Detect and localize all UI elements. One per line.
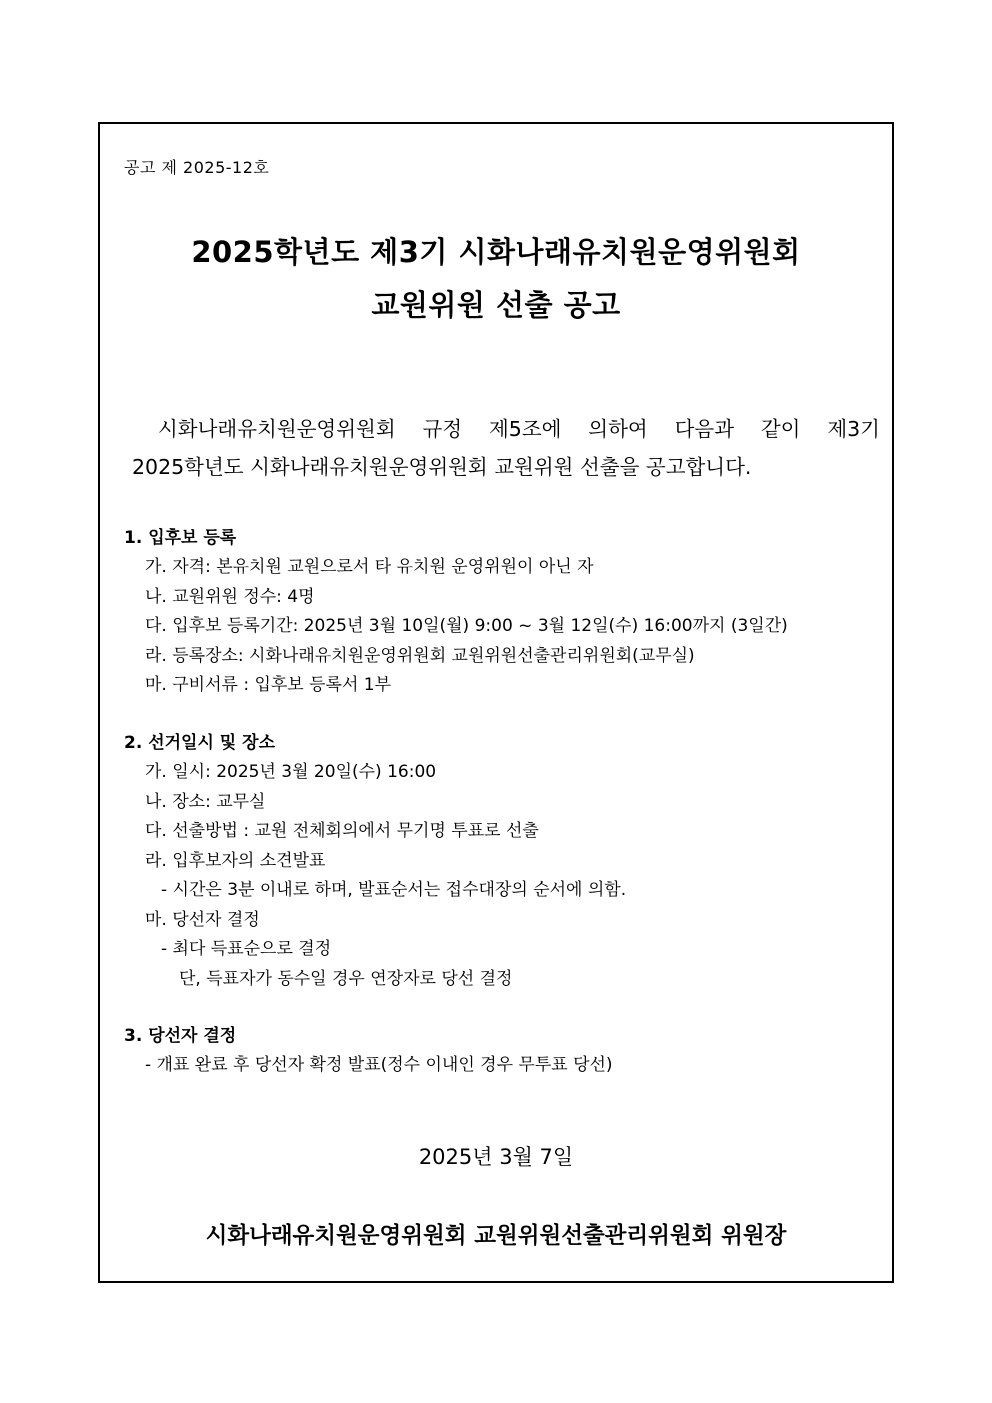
list-item: 나. 장소: 교무실 <box>145 791 266 812</box>
intro-paragraph <box>132 410 880 486</box>
list-item: 다. 입후보 등록기간: 2025년 3월 10일(월) 9:00 ~ 3월 12일(수) 16:00까지 (3일간) <box>145 616 788 636</box>
section-candidate-registration <box>124 523 864 701</box>
list-subitem: - 최다 득표순으로 결정 <box>161 939 332 959</box>
title-line-2: 교원위원 선출 공고 <box>371 288 621 322</box>
list-item: - 개표 완료 후 당선자 확정 발표(정수 이내인 경우 무투표 당선) <box>145 1055 613 1075</box>
list-subitem: - 시간은 3분 이내로 하며, 발표순서는 접수대장의 순서에 의함. <box>161 880 627 900</box>
list-item: 가. 일시: 2025년 3월 20일(수) 16:00 <box>145 762 437 782</box>
list-item: 라. 등록장소: 시화나래유치원운영위원회 교원위원선출관리위원회(교무실) <box>145 645 695 666</box>
list-item: 마. 당선자 결정 <box>145 909 260 930</box>
section-election-datetime-place <box>124 728 864 994</box>
signer: 시화나래유치원운영위원회 교원위원선출관리위원회 위원장 <box>205 1223 787 1249</box>
list-item: 가. 자격: 본유치원 교원으로서 타 유치원 운영위원이 아닌 자 <box>145 557 594 577</box>
title-line-1: 2025학년도 제3기 시화나래유치원운영위원회 <box>191 235 801 269</box>
list-item: 다. 선출방법 : 교원 전체회의에서 무기명 투표로 선출 <box>145 821 539 841</box>
notice-number: 공고 제 2025-12호 <box>124 158 270 177</box>
notice-date: 2025년 3월 7일 <box>418 1145 574 1169</box>
section-heading: 3. 당선자 결정 <box>124 1026 237 1046</box>
section-heading: 2. 선거일시 및 장소 <box>124 733 275 753</box>
intro-line-1: 시화나래유치원운영위원회 규정 제5조에 의하여 다음과 같이 제3기 <box>158 417 880 441</box>
list-item: 나. 교원위원 정수: 4명 <box>145 586 315 607</box>
list-item: 마. 구비서류 : 입후보 등록서 1부 <box>145 675 392 695</box>
section-winner-decision <box>124 1021 864 1081</box>
intro-line-2: 2025학년도 시화나래유치원운영위원회 교원위원 선출을 공고합니다. <box>132 455 752 479</box>
section-heading: 1. 입후보 등록 <box>124 528 237 548</box>
list-subitem: 단, 득표자가 동수일 경우 연장자로 당선 결정 <box>179 968 513 989</box>
list-item: 라. 입후보자의 소견발표 <box>145 850 326 871</box>
